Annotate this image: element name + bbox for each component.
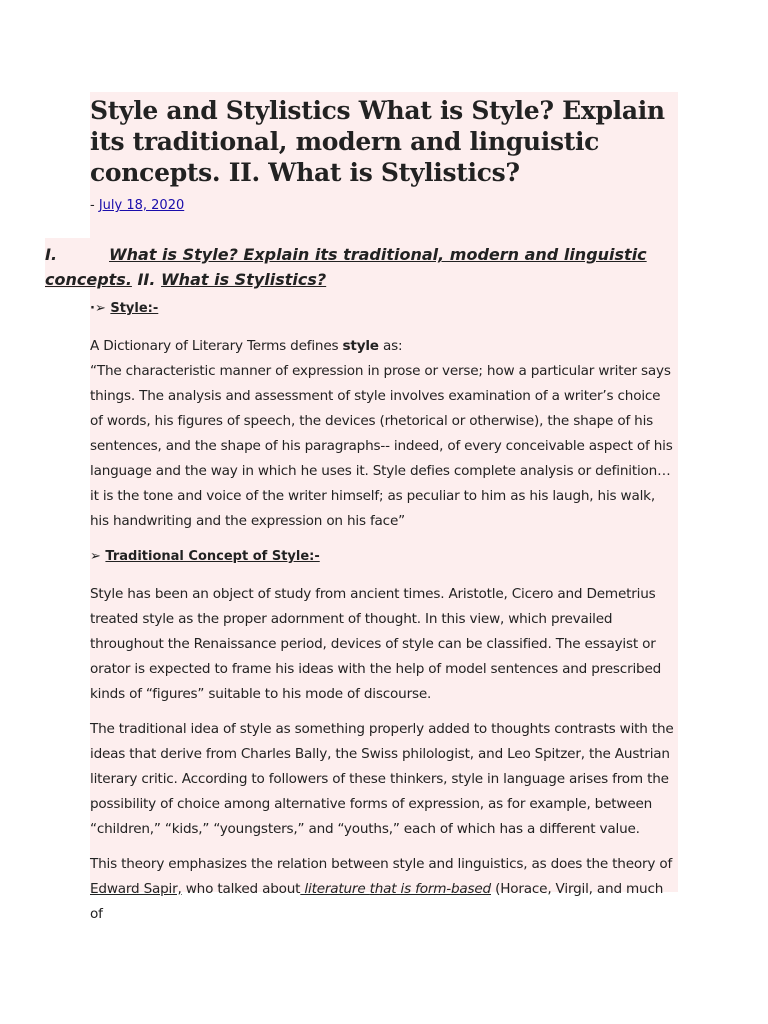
style-label: Style:- bbox=[110, 301, 159, 316]
traditional-subheading bbox=[90, 548, 674, 566]
article-title: Style and Stylistics What is Style? Explain its traditional, modern and linguistic concepts. II. What is Stylistics? bbox=[90, 96, 665, 187]
heading-line-1 bbox=[45, 242, 675, 292]
post-date-line bbox=[90, 198, 674, 213]
para3-text-c: (Horace, Virgil, and much of bbox=[90, 881, 664, 922]
article-body bbox=[90, 300, 674, 937]
para3-text-a: This theory emphasizes the relation between style and linguistics, as does the theory of bbox=[90, 856, 673, 872]
date-prefix: - bbox=[90, 198, 99, 213]
traditional-label: Traditional Concept of Style:- bbox=[105, 549, 320, 564]
heading-part-1: What is Style? Explain its traditional, modern and linguistic concepts. bbox=[45, 245, 647, 289]
form-based-link[interactable]: that is form-based bbox=[369, 881, 491, 897]
article-content bbox=[45, 92, 674, 922]
post-date-link[interactable]: July 18, 2020 bbox=[98, 198, 185, 213]
arrow-bullet-icon: ·➢ bbox=[90, 301, 111, 316]
definition-quote: “The characteristic manner of expression in prose or verse; how a particular writer says things. The analysis and assessment of style involves examination of a writer’s choice of words, his figures of speech, the devices (rhetorical or otherwise), the shape of his sentences, and the shape of his paragraphs-- indeed, of every conceivable aspect of his language and the way in which he uses it. Style defies complete analysis or definition… it is the tone and voice of the writer himself; as peculiar to him as his laugh, his walk, his handwriting and the expression on his face” bbox=[90, 363, 673, 529]
heading-number: I. bbox=[45, 245, 58, 264]
edward-sapir-link[interactable]: Edward Sapir, bbox=[90, 881, 182, 897]
para3-text-b: who talked about bbox=[181, 881, 301, 897]
style-subheading bbox=[90, 300, 674, 318]
definition-intro-end: as: bbox=[378, 338, 403, 354]
definition-paragraph bbox=[90, 334, 674, 534]
definition-term: style bbox=[342, 338, 379, 354]
traditional-paragraph-1: Style has been an object of study from ancient times. Aristotle, Cicero and Demetrius treated style as the proper adornment of thought. In this view, which prevailed throughout the Renaissance period, devices of style can be classified. The essayist or orator is expected to frame his ideas with the help of model sentences and prescribed kinds of “figures” suitable to his mode of discourse. bbox=[90, 586, 662, 702]
heading-part-2-prefix: II. bbox=[131, 270, 162, 289]
literature-link[interactable]: literature bbox=[300, 881, 370, 897]
definition-intro: A Dictionary of Literary Terms defines bbox=[90, 338, 343, 354]
arrow-bullet-icon: ➢ bbox=[90, 549, 106, 564]
traditional-paragraph-2: The traditional idea of style as something properly added to thoughts contrasts with the ideas that derive from Charles Bally, the Swiss philologist, and Leo Spitzer, the Austrian literary critic. According to followers of these thinkers, style in language arises from the possibility of choice among alternative forms of expression, as for example, between “children,” “kids,” “youngsters,” and “youths,” each of which has a different value. bbox=[90, 721, 674, 837]
heading-part-2: What is Stylistics? bbox=[161, 270, 327, 289]
traditional-paragraph-3 bbox=[90, 852, 674, 927]
section-heading bbox=[45, 242, 675, 292]
